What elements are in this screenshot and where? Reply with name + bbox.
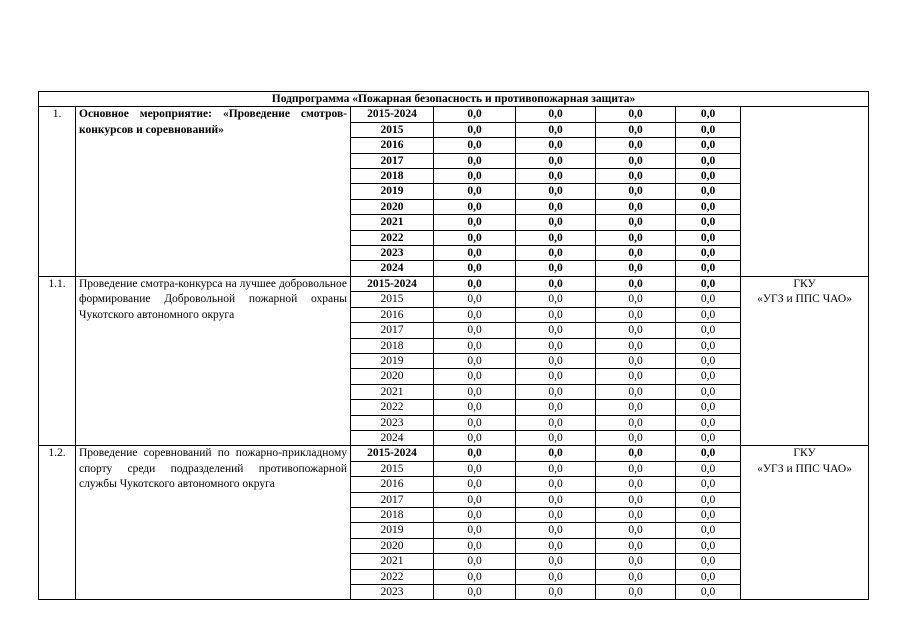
value-cell: 0,0 [596,446,676,461]
value-cell: 0,0 [676,492,741,507]
executor-cell [741,446,869,600]
period-cell: 2019 [351,184,434,199]
value-cell: 0,0 [516,569,596,584]
value-cell: 0,0 [676,400,741,415]
value-cell: 0,0 [434,169,516,184]
value-cell: 0,0 [596,122,676,137]
value-cell: 0,0 [676,569,741,584]
value-cell: 0,0 [516,323,596,338]
value-cell: 0,0 [596,230,676,245]
value-cell: 0,0 [676,538,741,553]
value-cell: 0,0 [676,261,741,276]
value-cell: 0,0 [676,215,741,230]
value-cell: 0,0 [434,369,516,384]
value-cell: 0,0 [434,307,516,322]
value-cell: 0,0 [596,585,676,600]
value-cell: 0,0 [596,507,676,522]
period-cell: 2017 [351,153,434,168]
value-cell: 0,0 [434,585,516,600]
value-cell: 0,0 [434,492,516,507]
period-cell: 2020 [351,538,434,553]
period-cell: 2018 [351,338,434,353]
value-cell: 0,0 [596,276,676,291]
value-cell: 0,0 [434,230,516,245]
executor-cell [741,276,869,445]
value-cell: 0,0 [434,338,516,353]
value-cell: 0,0 [596,461,676,476]
value-cell: 0,0 [596,199,676,214]
value-cell: 0,0 [516,477,596,492]
period-cell: 2024 [351,430,434,445]
value-cell: 0,0 [516,246,596,261]
value-cell: 0,0 [596,138,676,153]
period-cell: 2015-2024 [351,446,434,461]
executor-cell [741,107,869,276]
executor-line: ГКУ [793,447,816,460]
value-cell: 0,0 [516,507,596,522]
executor-line: ГКУ [793,277,816,290]
value-cell: 0,0 [596,430,676,445]
value-cell: 0,0 [596,353,676,368]
value-cell: 0,0 [596,184,676,199]
value-cell: 0,0 [434,215,516,230]
value-cell: 0,0 [676,507,741,522]
value-cell: 0,0 [434,261,516,276]
value-cell: 0,0 [516,230,596,245]
value-cell: 0,0 [676,338,741,353]
value-cell: 0,0 [516,184,596,199]
value-cell: 0,0 [434,415,516,430]
value-cell: 0,0 [516,169,596,184]
period-cell: 2023 [351,585,434,600]
value-cell: 0,0 [676,585,741,600]
value-cell: 0,0 [596,569,676,584]
value-cell: 0,0 [516,369,596,384]
value-cell: 0,0 [434,446,516,461]
value-cell: 0,0 [516,430,596,445]
value-cell: 0,0 [596,554,676,569]
value-cell: 0,0 [676,153,741,168]
table-row [39,107,869,122]
value-cell: 0,0 [596,338,676,353]
value-cell: 0,0 [676,107,741,122]
value-cell: 0,0 [434,569,516,584]
period-cell: 2024 [351,261,434,276]
period-cell: 2022 [351,569,434,584]
period-cell: 2015-2024 [351,276,434,291]
period-cell: 2016 [351,138,434,153]
value-cell: 0,0 [434,246,516,261]
value-cell: 0,0 [676,353,741,368]
value-cell: 0,0 [516,461,596,476]
value-cell: 0,0 [676,184,741,199]
table-row [39,276,869,291]
value-cell: 0,0 [596,538,676,553]
value-cell: 0,0 [434,122,516,137]
value-cell: 0,0 [596,169,676,184]
value-cell: 0,0 [434,430,516,445]
section-number: 1. [39,107,76,276]
value-cell: 0,0 [516,492,596,507]
value-cell: 0,0 [516,353,596,368]
value-cell: 0,0 [596,369,676,384]
value-cell: 0,0 [434,276,516,291]
value-cell: 0,0 [434,353,516,368]
value-cell: 0,0 [516,276,596,291]
subprogram-title-row [39,92,869,107]
period-cell: 2021 [351,215,434,230]
value-cell: 0,0 [676,276,741,291]
value-cell: 0,0 [516,415,596,430]
value-cell: 0,0 [596,307,676,322]
executor-line: «УГЗ и ППС ЧАО» [757,293,852,306]
period-cell: 2023 [351,246,434,261]
value-cell: 0,0 [596,477,676,492]
value-cell: 0,0 [516,554,596,569]
value-cell: 0,0 [434,400,516,415]
value-cell: 0,0 [596,215,676,230]
value-cell: 0,0 [676,199,741,214]
value-cell: 0,0 [676,323,741,338]
value-cell: 0,0 [516,107,596,122]
value-cell: 0,0 [676,554,741,569]
section-name: Проведение смотра-конкурса на лучшее добровольное формирование Добровольной пожарной охраны Чукотского автономного округа [76,276,351,445]
value-cell: 0,0 [516,153,596,168]
value-cell: 0,0 [516,338,596,353]
value-cell: 0,0 [676,122,741,137]
value-cell: 0,0 [596,400,676,415]
period-cell: 2023 [351,415,434,430]
value-cell: 0,0 [596,107,676,122]
value-cell: 0,0 [676,169,741,184]
period-cell: 2016 [351,307,434,322]
value-cell: 0,0 [516,261,596,276]
value-cell: 0,0 [596,323,676,338]
value-cell: 0,0 [676,384,741,399]
period-cell: 2019 [351,523,434,538]
value-cell: 0,0 [676,292,741,307]
executor-line: «УГЗ и ППС ЧАО» [757,462,852,475]
value-cell: 0,0 [516,384,596,399]
subprogram-title: Подпрограмма «Пожарная безопасность и противопожарная защита» [39,92,869,107]
period-cell: 2018 [351,169,434,184]
value-cell: 0,0 [516,400,596,415]
value-cell: 0,0 [676,446,741,461]
period-cell: 2016 [351,477,434,492]
value-cell: 0,0 [676,230,741,245]
value-cell: 0,0 [434,477,516,492]
period-cell: 2020 [351,369,434,384]
value-cell: 0,0 [516,122,596,137]
period-cell: 2020 [351,199,434,214]
value-cell: 0,0 [676,477,741,492]
value-cell: 0,0 [434,461,516,476]
value-cell: 0,0 [516,446,596,461]
section-number: 1.1. [39,276,76,445]
program-table [38,91,869,600]
value-cell: 0,0 [676,430,741,445]
value-cell: 0,0 [676,246,741,261]
section-name: Основное мероприятие: «Проведение смотров-конкурсов и соревнований» [76,107,351,276]
period-cell: 2019 [351,353,434,368]
value-cell: 0,0 [676,415,741,430]
value-cell: 0,0 [434,138,516,153]
value-cell: 0,0 [596,415,676,430]
value-cell: 0,0 [516,199,596,214]
value-cell: 0,0 [516,292,596,307]
period-cell: 2015-2024 [351,107,434,122]
value-cell: 0,0 [596,523,676,538]
value-cell: 0,0 [596,384,676,399]
value-cell: 0,0 [434,184,516,199]
period-cell: 2022 [351,400,434,415]
value-cell: 0,0 [434,507,516,522]
period-cell: 2022 [351,230,434,245]
value-cell: 0,0 [516,138,596,153]
value-cell: 0,0 [516,538,596,553]
period-cell: 2021 [351,384,434,399]
value-cell: 0,0 [434,554,516,569]
value-cell: 0,0 [434,153,516,168]
value-cell: 0,0 [676,307,741,322]
value-cell: 0,0 [596,292,676,307]
value-cell: 0,0 [516,585,596,600]
value-cell: 0,0 [596,246,676,261]
value-cell: 0,0 [434,107,516,122]
value-cell: 0,0 [434,538,516,553]
value-cell: 0,0 [596,492,676,507]
value-cell: 0,0 [596,261,676,276]
period-cell: 2017 [351,492,434,507]
section-number: 1.2. [39,446,76,600]
value-cell: 0,0 [434,384,516,399]
value-cell: 0,0 [676,523,741,538]
period-cell: 2017 [351,323,434,338]
value-cell: 0,0 [434,292,516,307]
period-cell: 2021 [351,554,434,569]
value-cell: 0,0 [676,461,741,476]
value-cell: 0,0 [434,323,516,338]
period-cell: 2015 [351,461,434,476]
value-cell: 0,0 [434,523,516,538]
value-cell: 0,0 [676,138,741,153]
value-cell: 0,0 [676,369,741,384]
period-cell: 2015 [351,122,434,137]
value-cell: 0,0 [516,307,596,322]
value-cell: 0,0 [516,523,596,538]
table-row [39,446,869,461]
value-cell: 0,0 [596,153,676,168]
value-cell: 0,0 [516,215,596,230]
period-cell: 2018 [351,507,434,522]
period-cell: 2015 [351,292,434,307]
section-name: Проведение соревнований по пожарно-прикладному спорту среди подразделений противопожарной службы Чукотского автономного округа [76,446,351,600]
value-cell: 0,0 [434,199,516,214]
